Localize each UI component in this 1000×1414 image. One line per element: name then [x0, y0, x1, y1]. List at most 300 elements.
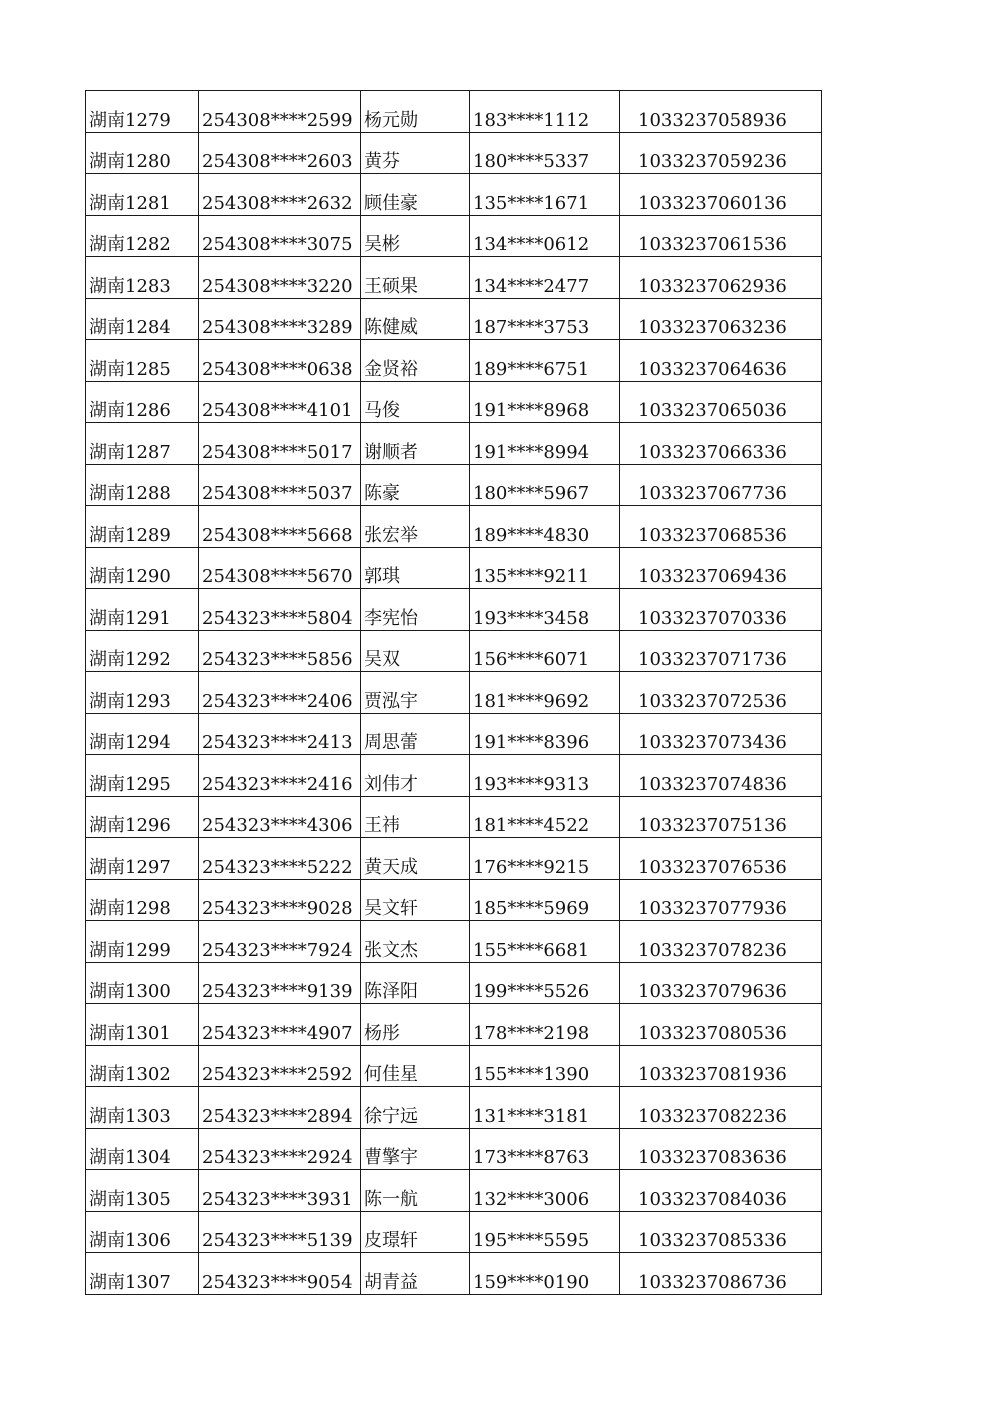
- cell-code: [86, 506, 199, 548]
- cell-phone-text: 183****1112: [473, 109, 590, 131]
- cell-id-number-text: 254323****9139: [202, 981, 353, 1002]
- cell-serial-number: [620, 755, 822, 797]
- cell-code: [86, 921, 199, 963]
- cell-serial-number-text: 1033237082236: [638, 1105, 787, 1127]
- cell-name: [361, 91, 470, 133]
- cell-serial-number: [620, 464, 822, 506]
- cell-serial-number-text: 1033237073436: [638, 732, 787, 753]
- cell-id-number: [199, 132, 361, 174]
- cell-code: [86, 1253, 199, 1295]
- cell-code: [86, 962, 199, 1004]
- table-row: [86, 755, 822, 797]
- cell-phone: [470, 589, 620, 631]
- cell-code-text: 湖南1289: [89, 524, 171, 546]
- cell-phone: [470, 340, 620, 382]
- cell-serial-number: [620, 423, 822, 465]
- cell-id-number-text: 254308****4101: [202, 400, 353, 421]
- table-row: [86, 1128, 822, 1170]
- cell-code: [86, 174, 199, 216]
- cell-id-number-text: 254323****7924: [202, 939, 353, 961]
- cell-id-number: [199, 506, 361, 548]
- cell-id-number: [199, 1253, 361, 1295]
- table-row: [86, 672, 822, 714]
- cell-serial-number-text: 1033237074836: [638, 773, 787, 795]
- cell-name-text: 陈健威: [364, 317, 418, 338]
- cell-code: [86, 589, 199, 631]
- cell-phone: [470, 713, 620, 755]
- cell-code: [86, 340, 199, 382]
- cell-code-text: 湖南1292: [89, 649, 171, 670]
- cell-phone-text: 187****3753: [473, 317, 590, 338]
- cell-serial-number: [620, 174, 822, 216]
- cell-code-text: 湖南1280: [89, 151, 171, 172]
- cell-serial-number-text: 1033237068536: [638, 524, 787, 546]
- cell-code: [86, 713, 199, 755]
- table-row: [86, 132, 822, 174]
- cell-serial-number: [620, 713, 822, 755]
- cell-name-text: 陈豪: [364, 483, 400, 504]
- cell-code-text: 湖南1297: [89, 856, 171, 878]
- cell-name: [361, 630, 470, 672]
- cell-serial-number-text: 1033237070336: [638, 607, 787, 629]
- cell-name: [361, 962, 470, 1004]
- cell-phone: [470, 547, 620, 589]
- cell-code: [86, 755, 199, 797]
- cell-id-number-text: 254308****3289: [202, 317, 353, 338]
- cell-phone-text: 191****8396: [473, 732, 590, 753]
- table-row: [86, 589, 822, 631]
- cell-name-text: 陈泽阳: [364, 981, 418, 1002]
- cell-serial-number: [620, 1170, 822, 1212]
- cell-serial-number-text: 1033237058936: [638, 109, 787, 131]
- table-row: [86, 879, 822, 921]
- cell-id-number: [199, 1004, 361, 1046]
- cell-serial-number-text: 1033237076536: [638, 856, 787, 878]
- cell-serial-number-text: 1033237075136: [638, 815, 787, 836]
- table-row: [86, 1170, 822, 1212]
- cell-serial-number-text: 1033237080536: [638, 1022, 787, 1044]
- cell-code-text: 湖南1293: [89, 690, 171, 712]
- cell-serial-number: [620, 506, 822, 548]
- cell-id-number-text: 254308****5670: [202, 566, 353, 587]
- cell-name-text: 何佳星: [364, 1064, 418, 1085]
- cell-id-number-text: 254308****2603: [202, 151, 353, 172]
- cell-serial-number-text: 1033237083636: [638, 1147, 787, 1168]
- cell-code-text: 湖南1284: [89, 317, 171, 338]
- cell-code: [86, 796, 199, 838]
- cell-code-text: 湖南1295: [89, 773, 171, 795]
- cell-serial-number-text: 1033237062936: [638, 275, 787, 297]
- table-row: [86, 91, 822, 133]
- cell-name-text: 李宪怡: [364, 607, 418, 629]
- table-row: [86, 796, 822, 838]
- cell-code: [86, 1170, 199, 1212]
- cell-name-text: 周思蕾: [364, 732, 418, 753]
- table-row: [86, 1045, 822, 1087]
- cell-code-text: 湖南1304: [89, 1147, 171, 1168]
- cell-id-number: [199, 381, 361, 423]
- cell-phone: [470, 879, 620, 921]
- cell-serial-number-text: 1033237061536: [638, 234, 787, 255]
- cell-id-number-text: 254323****4306: [202, 815, 353, 836]
- table-row: [86, 1004, 822, 1046]
- cell-phone: [470, 796, 620, 838]
- cell-serial-number: [620, 1211, 822, 1253]
- cell-phone-text: 195****5595: [473, 1230, 590, 1251]
- cell-serial-number: [620, 132, 822, 174]
- cell-phone-text: 199****5526: [473, 981, 590, 1002]
- cell-id-number: [199, 921, 361, 963]
- cell-name: [361, 1211, 470, 1253]
- cell-phone: [470, 1170, 620, 1212]
- cell-code-text: 湖南1294: [89, 732, 171, 753]
- table-row: [86, 506, 822, 548]
- cell-serial-number: [620, 1128, 822, 1170]
- table-row: [86, 713, 822, 755]
- cell-code-text: 湖南1306: [89, 1230, 171, 1251]
- cell-serial-number: [620, 547, 822, 589]
- cell-code-text: 湖南1286: [89, 400, 171, 421]
- cell-phone: [470, 423, 620, 465]
- cell-id-number-text: 254323****2894: [202, 1105, 353, 1127]
- cell-name: [361, 589, 470, 631]
- cell-id-number: [199, 298, 361, 340]
- cell-id-number-text: 254308****2632: [202, 192, 353, 214]
- cell-name: [361, 381, 470, 423]
- cell-code-text: 湖南1300: [89, 981, 171, 1002]
- cell-code: [86, 132, 199, 174]
- cell-id-number-text: 254323****5804: [202, 607, 353, 629]
- cell-serial-number-text: 1033237085336: [638, 1230, 787, 1251]
- cell-phone: [470, 91, 620, 133]
- cell-name: [361, 464, 470, 506]
- cell-id-number-text: 254308****5037: [202, 483, 353, 504]
- cell-phone: [470, 1211, 620, 1253]
- cell-id-number: [199, 796, 361, 838]
- cell-serial-number: [620, 257, 822, 299]
- cell-serial-number: [620, 630, 822, 672]
- cell-serial-number: [620, 838, 822, 880]
- cell-code: [86, 547, 199, 589]
- cell-name-text: 顾佳豪: [364, 192, 418, 214]
- cell-code-text: 湖南1291: [89, 607, 171, 629]
- cell-phone: [470, 1045, 620, 1087]
- cell-code: [86, 215, 199, 257]
- cell-name: [361, 879, 470, 921]
- cell-serial-number-text: 1033237086736: [638, 1271, 787, 1293]
- cell-name-text: 胡青益: [364, 1271, 418, 1293]
- cell-serial-number: [620, 796, 822, 838]
- cell-phone-text: 181****9692: [473, 690, 590, 712]
- table-row: [86, 962, 822, 1004]
- cell-phone: [470, 298, 620, 340]
- cell-serial-number: [620, 921, 822, 963]
- cell-phone-text: 155****1390: [473, 1064, 590, 1085]
- cell-name: [361, 340, 470, 382]
- cell-name-text: 杨元勋: [364, 109, 418, 131]
- cell-id-number: [199, 464, 361, 506]
- cell-phone: [470, 1253, 620, 1295]
- cell-id-number-text: 254323****2416: [202, 773, 353, 795]
- cell-code: [86, 464, 199, 506]
- cell-serial-number: [620, 672, 822, 714]
- cell-phone: [470, 257, 620, 299]
- cell-name: [361, 1087, 470, 1129]
- cell-id-number: [199, 423, 361, 465]
- cell-serial-number: [620, 1087, 822, 1129]
- cell-id-number-text: 254323****4907: [202, 1022, 353, 1044]
- cell-id-number-text: 254323****3931: [202, 1188, 353, 1210]
- cell-name: [361, 132, 470, 174]
- table-row: [86, 547, 822, 589]
- cell-code: [86, 1045, 199, 1087]
- cell-phone-text: 185****5969: [473, 898, 590, 919]
- cell-serial-number-text: 1033237066336: [638, 441, 787, 463]
- cell-phone: [470, 1128, 620, 1170]
- cell-id-number-text: 254323****5139: [202, 1230, 353, 1251]
- cell-phone: [470, 132, 620, 174]
- cell-name-text: 徐宁远: [364, 1105, 418, 1127]
- cell-id-number-text: 254323****2924: [202, 1147, 353, 1168]
- cell-code: [86, 672, 199, 714]
- cell-id-number: [199, 1170, 361, 1212]
- cell-id-number: [199, 215, 361, 257]
- cell-serial-number-text: 1033237064636: [638, 358, 787, 380]
- cell-phone: [470, 464, 620, 506]
- cell-serial-number: [620, 381, 822, 423]
- cell-code: [86, 1211, 199, 1253]
- table-row: [86, 298, 822, 340]
- table-row: [86, 1211, 822, 1253]
- cell-id-number-text: 254308****2599: [202, 109, 353, 131]
- table-row: [86, 257, 822, 299]
- cell-name-text: 吴彬: [364, 234, 400, 255]
- cell-phone-text: 180****5337: [473, 151, 590, 172]
- cell-phone: [470, 672, 620, 714]
- cell-serial-number-text: 1033237063236: [638, 317, 787, 338]
- cell-phone-text: 173****8763: [473, 1147, 590, 1168]
- table-row: [86, 174, 822, 216]
- table-row: [86, 921, 822, 963]
- cell-serial-number: [620, 298, 822, 340]
- cell-serial-number-text: 1033237078236: [638, 939, 787, 961]
- cell-code-text: 湖南1281: [89, 192, 171, 214]
- cell-phone-text: 191****8968: [473, 400, 590, 421]
- cell-id-number: [199, 838, 361, 880]
- cell-serial-number: [620, 215, 822, 257]
- cell-name-text: 黄天成: [364, 856, 418, 878]
- cell-id-number: [199, 174, 361, 216]
- cell-name: [361, 1004, 470, 1046]
- cell-serial-number: [620, 879, 822, 921]
- cell-code-text: 湖南1288: [89, 483, 171, 504]
- table-body: [86, 91, 822, 1295]
- cell-serial-number-text: 1033237059236: [638, 151, 787, 172]
- cell-serial-number: [620, 1045, 822, 1087]
- cell-id-number: [199, 589, 361, 631]
- cell-name: [361, 1170, 470, 1212]
- cell-id-number: [199, 91, 361, 133]
- table-row: [86, 1087, 822, 1129]
- cell-serial-number: [620, 91, 822, 133]
- cell-id-number: [199, 879, 361, 921]
- cell-phone-text: 193****9313: [473, 773, 590, 795]
- cell-name: [361, 921, 470, 963]
- cell-code: [86, 423, 199, 465]
- cell-serial-number-text: 1033237071736: [638, 649, 787, 670]
- cell-name-text: 郭琪: [364, 566, 400, 587]
- cell-id-number: [199, 257, 361, 299]
- cell-code: [86, 381, 199, 423]
- cell-serial-number-text: 1033237072536: [638, 690, 787, 712]
- cell-code-text: 湖南1283: [89, 275, 171, 297]
- cell-id-number: [199, 755, 361, 797]
- cell-id-number: [199, 672, 361, 714]
- table-row: [86, 215, 822, 257]
- cell-name-text: 贾泓宇: [364, 690, 418, 712]
- cell-code-text: 湖南1290: [89, 566, 171, 587]
- cell-id-number-text: 254323****9054: [202, 1271, 353, 1293]
- cell-name: [361, 1045, 470, 1087]
- cell-phone-text: 176****9215: [473, 856, 590, 878]
- cell-serial-number-text: 1033237079636: [638, 981, 787, 1002]
- cell-id-number-text: 254308****5668: [202, 524, 353, 546]
- cell-code: [86, 838, 199, 880]
- cell-phone-text: 135****1671: [473, 192, 590, 214]
- cell-phone-text: 132****3006: [473, 1188, 590, 1210]
- cell-name-text: 王硕果: [364, 275, 418, 297]
- table-row: [86, 838, 822, 880]
- cell-phone: [470, 215, 620, 257]
- cell-id-number: [199, 1211, 361, 1253]
- cell-id-number-text: 254323****9028: [202, 898, 353, 919]
- cell-id-number-text: 254308****0638: [202, 358, 353, 380]
- cell-serial-number-text: 1033237084036: [638, 1188, 787, 1210]
- cell-code-text: 湖南1301: [89, 1022, 171, 1044]
- cell-phone-text: 191****8994: [473, 441, 590, 463]
- cell-code: [86, 1004, 199, 1046]
- cell-id-number: [199, 630, 361, 672]
- cell-phone-text: 180****5967: [473, 483, 590, 504]
- cell-code-text: 湖南1287: [89, 441, 171, 463]
- cell-code: [86, 298, 199, 340]
- table-row: [86, 1253, 822, 1295]
- cell-phone: [470, 174, 620, 216]
- cell-serial-number: [620, 962, 822, 1004]
- cell-phone-text: 159****0190: [473, 1271, 590, 1293]
- cell-phone: [470, 962, 620, 1004]
- cell-phone-text: 131****3181: [473, 1105, 590, 1127]
- cell-code-text: 湖南1279: [89, 109, 171, 131]
- cell-phone-text: 135****9211: [473, 566, 590, 587]
- cell-phone: [470, 1004, 620, 1046]
- cell-serial-number-text: 1033237081936: [638, 1064, 787, 1085]
- cell-name-text: 杨彤: [364, 1022, 400, 1044]
- cell-phone-text: 134****0612: [473, 234, 590, 255]
- cell-id-number: [199, 1128, 361, 1170]
- cell-serial-number: [620, 340, 822, 382]
- cell-phone-text: 178****2198: [473, 1022, 590, 1044]
- cell-code-text: 湖南1305: [89, 1188, 171, 1210]
- cell-code-text: 湖南1282: [89, 234, 171, 255]
- cell-phone: [470, 506, 620, 548]
- cell-code-text: 湖南1302: [89, 1064, 171, 1085]
- cell-id-number-text: 254323****2592: [202, 1064, 353, 1085]
- cell-name-text: 曹擎宇: [364, 1147, 418, 1168]
- cell-code-text: 湖南1285: [89, 358, 171, 380]
- cell-id-number: [199, 1045, 361, 1087]
- table-row: [86, 381, 822, 423]
- cell-name: [361, 672, 470, 714]
- cell-name-text: 吴双: [364, 649, 400, 670]
- cell-id-number-text: 254323****2406: [202, 690, 353, 712]
- cell-name: [361, 796, 470, 838]
- cell-serial-number: [620, 1253, 822, 1295]
- cell-id-number: [199, 962, 361, 1004]
- cell-code: [86, 879, 199, 921]
- cell-code-text: 湖南1299: [89, 939, 171, 961]
- cell-name: [361, 423, 470, 465]
- cell-serial-number: [620, 589, 822, 631]
- cell-code-text: 湖南1296: [89, 815, 171, 836]
- cell-id-number: [199, 547, 361, 589]
- cell-name-text: 张宏举: [364, 524, 418, 546]
- cell-name-text: 吴文轩: [364, 898, 418, 919]
- cell-name-text: 陈一航: [364, 1188, 418, 1210]
- cell-name: [361, 506, 470, 548]
- cell-name-text: 黄芬: [364, 151, 400, 172]
- cell-id-number-text: 254308****3075: [202, 234, 353, 255]
- cell-name: [361, 1128, 470, 1170]
- cell-name-text: 金贤裕: [364, 358, 418, 380]
- cell-serial-number-text: 1033237065036: [638, 400, 787, 421]
- cell-phone-text: 155****6681: [473, 939, 590, 961]
- cell-phone: [470, 1087, 620, 1129]
- cell-phone: [470, 630, 620, 672]
- cell-name: [361, 755, 470, 797]
- cell-code: [86, 1128, 199, 1170]
- cell-name: [361, 547, 470, 589]
- table-row: [86, 464, 822, 506]
- cell-name: [361, 215, 470, 257]
- cell-id-number: [199, 713, 361, 755]
- cell-code-text: 湖南1307: [89, 1271, 171, 1293]
- cell-name: [361, 174, 470, 216]
- cell-phone-text: 193****3458: [473, 607, 590, 629]
- cell-phone-text: 189****4830: [473, 524, 590, 546]
- cell-phone: [470, 755, 620, 797]
- cell-id-number-text: 254323****5222: [202, 856, 353, 878]
- cell-name-text: 皮璟轩: [364, 1230, 418, 1251]
- cell-serial-number-text: 1033237077936: [638, 898, 787, 919]
- cell-name-text: 刘伟才: [364, 773, 418, 795]
- cell-name: [361, 1253, 470, 1295]
- cell-id-number-text: 254308****5017: [202, 441, 353, 463]
- cell-id-number: [199, 1087, 361, 1129]
- cell-code: [86, 630, 199, 672]
- cell-phone-text: 156****6071: [473, 649, 590, 670]
- cell-name: [361, 713, 470, 755]
- cell-serial-number-text: 1033237069436: [638, 566, 787, 587]
- table-row: [86, 340, 822, 382]
- cell-name-text: 张文杰: [364, 939, 418, 961]
- data-table: [85, 90, 822, 1295]
- cell-code: [86, 1087, 199, 1129]
- cell-serial-number: [620, 1004, 822, 1046]
- cell-name: [361, 257, 470, 299]
- cell-phone-text: 181****4522: [473, 815, 590, 836]
- cell-id-number-text: 254323****5856: [202, 649, 353, 670]
